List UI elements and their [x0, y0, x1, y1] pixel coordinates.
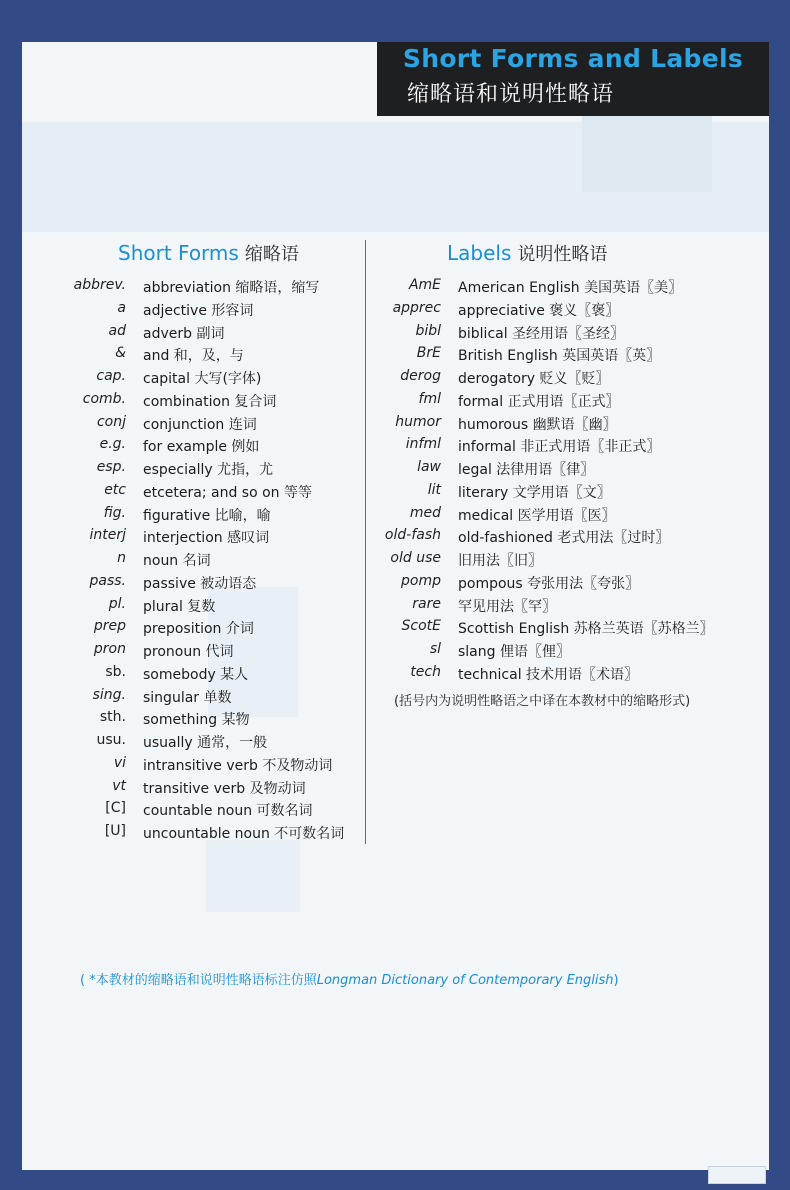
- abbreviation: sb.: [105, 663, 126, 680]
- abbreviation: ad: [108, 322, 126, 339]
- abbreviation: cap.: [96, 368, 126, 384]
- abbreviation: n: [117, 550, 126, 566]
- abbreviation: sing.: [92, 686, 126, 703]
- definition: somebody 某人: [143, 666, 249, 683]
- definition: transitive verb 及物动词: [143, 780, 306, 797]
- labels-title-zh: 说明性略语: [517, 244, 608, 265]
- definition: capital 大写(字体): [143, 371, 262, 387]
- abbreviation: BrE: [416, 345, 441, 362]
- abbreviation: pron: [93, 641, 126, 657]
- definition: countable noun 可数名词: [143, 803, 313, 820]
- definition: informal 非正式用语〖非正式〗: [458, 439, 661, 456]
- footnote-prefix: ( *本教材的缩略语和说明性略语标注仿照: [80, 973, 317, 988]
- abbreviation: etc: [104, 481, 126, 498]
- abbreviation: humor: [395, 413, 441, 430]
- definition: Scottish English 苏格兰英语〖苏格兰〗: [458, 621, 714, 638]
- labels-title: Labels: [447, 241, 512, 265]
- labels-heading: [447, 240, 607, 266]
- background-block: [582, 114, 712, 192]
- definition: literary 文学用语〖文〗: [458, 484, 611, 501]
- definition: 旧用法〖旧〗: [458, 553, 542, 569]
- definition: conjunction 连词: [143, 416, 257, 433]
- footnote-book-title: Longman Dictionary of Contemporary English: [316, 973, 614, 988]
- definition: slang 俚语〖俚〗: [458, 644, 570, 660]
- abbreviation: old-fash: [384, 527, 441, 544]
- definition: plural 复数: [143, 598, 216, 615]
- abbreviation: apprec: [392, 299, 441, 316]
- definition: American English 美国英语〖美〗: [458, 280, 683, 296]
- definition: for example 例如: [143, 439, 260, 456]
- abbreviation: rare: [412, 595, 441, 612]
- definition: derogatory 贬义〖贬〗: [458, 371, 610, 387]
- abbreviation: a: [117, 299, 126, 316]
- definition: figurative 比喻，喻: [143, 507, 271, 524]
- short-forms-title: Short Forms: [118, 241, 239, 265]
- short-forms-title-zh: 缩略语: [244, 244, 299, 265]
- abbreviation: esp.: [96, 459, 126, 475]
- footnote: [80, 969, 619, 988]
- definition: especially 尤指，尤: [143, 462, 274, 478]
- abbreviation: lit: [427, 481, 441, 498]
- definition: pronoun 代词: [143, 644, 234, 660]
- abbreviation: pass.: [89, 572, 126, 589]
- definition: singular 单数: [143, 689, 232, 706]
- abbreviation: tech: [410, 663, 441, 680]
- short-forms-heading: [118, 240, 299, 266]
- labels-note: (括号内为说明性略语之中译在本教材中的缩略形式): [394, 694, 691, 709]
- definition: biblical 圣经用语〖圣经〗: [458, 325, 625, 342]
- abbreviation: vt: [112, 777, 126, 794]
- definition: interjection 感叹词: [143, 530, 270, 547]
- definition: passive 被动语态: [143, 575, 257, 592]
- definition: humorous 幽默语〖幽〗: [458, 416, 617, 433]
- abbreviation: vi: [113, 754, 126, 771]
- definition: technical 技术用语〖术语〗: [458, 666, 639, 683]
- definition: pompous 夸张用法〖夸张〗: [458, 575, 640, 592]
- definition: 罕见用法〖罕〗: [458, 598, 556, 615]
- page-header: [377, 42, 769, 116]
- abbreviation: old use: [390, 550, 441, 566]
- abbreviation: [C]: [105, 800, 126, 817]
- footnote-suffix: ): [613, 973, 619, 988]
- abbreviation: pomp: [401, 572, 441, 589]
- abbreviation: fml: [418, 390, 441, 407]
- abbreviation: law: [417, 459, 441, 475]
- abbreviation: e.g.: [99, 436, 126, 453]
- definition: appreciative 褒义〖褒〗: [458, 302, 620, 319]
- abbreviation: sl: [429, 641, 441, 657]
- abbreviation: conj: [96, 413, 126, 430]
- definition: noun 名词: [143, 553, 211, 569]
- abbreviation: fig.: [103, 504, 126, 521]
- abbreviation: pl.: [108, 595, 126, 612]
- abbreviation: interj: [89, 527, 126, 544]
- abbreviation: usu.: [96, 732, 126, 748]
- definition: something 某物: [143, 712, 250, 729]
- abbreviation: abbrev.: [73, 277, 126, 293]
- dictionary-page: [22, 42, 769, 1170]
- abbreviation: &: [115, 345, 126, 362]
- definition: and 和，及，与: [143, 348, 244, 365]
- definition: combination 复合词: [143, 393, 277, 410]
- header-title-en: Short Forms and Labels: [402, 44, 744, 73]
- definition: etcetera; and so on 等等: [143, 484, 313, 501]
- abbreviation: comb.: [82, 390, 126, 407]
- definition: medical 医学用语〖医〗: [458, 507, 616, 524]
- definition: British English 英国英语〖英〗: [458, 348, 661, 365]
- definition: uncountable noun 不可数名词: [143, 826, 345, 842]
- definition: intransitive verb 不及物动词: [143, 757, 333, 774]
- definition: preposition 介词: [143, 621, 254, 638]
- definition: legal 法律用语〖律〗: [458, 462, 595, 478]
- abbreviation: prep: [93, 618, 126, 635]
- header-title-zh: 缩略语和说明性略语: [407, 82, 615, 107]
- abbreviation: AmE: [408, 277, 441, 293]
- definition: formal 正式用语〖正式〗: [458, 393, 620, 410]
- definition: adjective 形容词: [143, 302, 254, 319]
- definition: abbreviation 缩略语，缩写: [143, 280, 320, 296]
- page-number-tab: [708, 1166, 766, 1184]
- abbreviation: bibl: [415, 322, 441, 339]
- abbreviation: med: [409, 504, 441, 521]
- abbreviation: sth.: [99, 709, 126, 726]
- definition: adverb 副词: [143, 325, 225, 342]
- definition: old-fashioned 老式用法〖过时〗: [458, 530, 670, 547]
- abbreviation: ScotE: [401, 618, 441, 635]
- definition: usually 通常，一般: [143, 735, 268, 751]
- abbreviation: infml: [405, 436, 441, 453]
- abbreviation: derog: [400, 368, 441, 384]
- abbreviation: [U]: [104, 823, 126, 839]
- background-square: [206, 840, 300, 912]
